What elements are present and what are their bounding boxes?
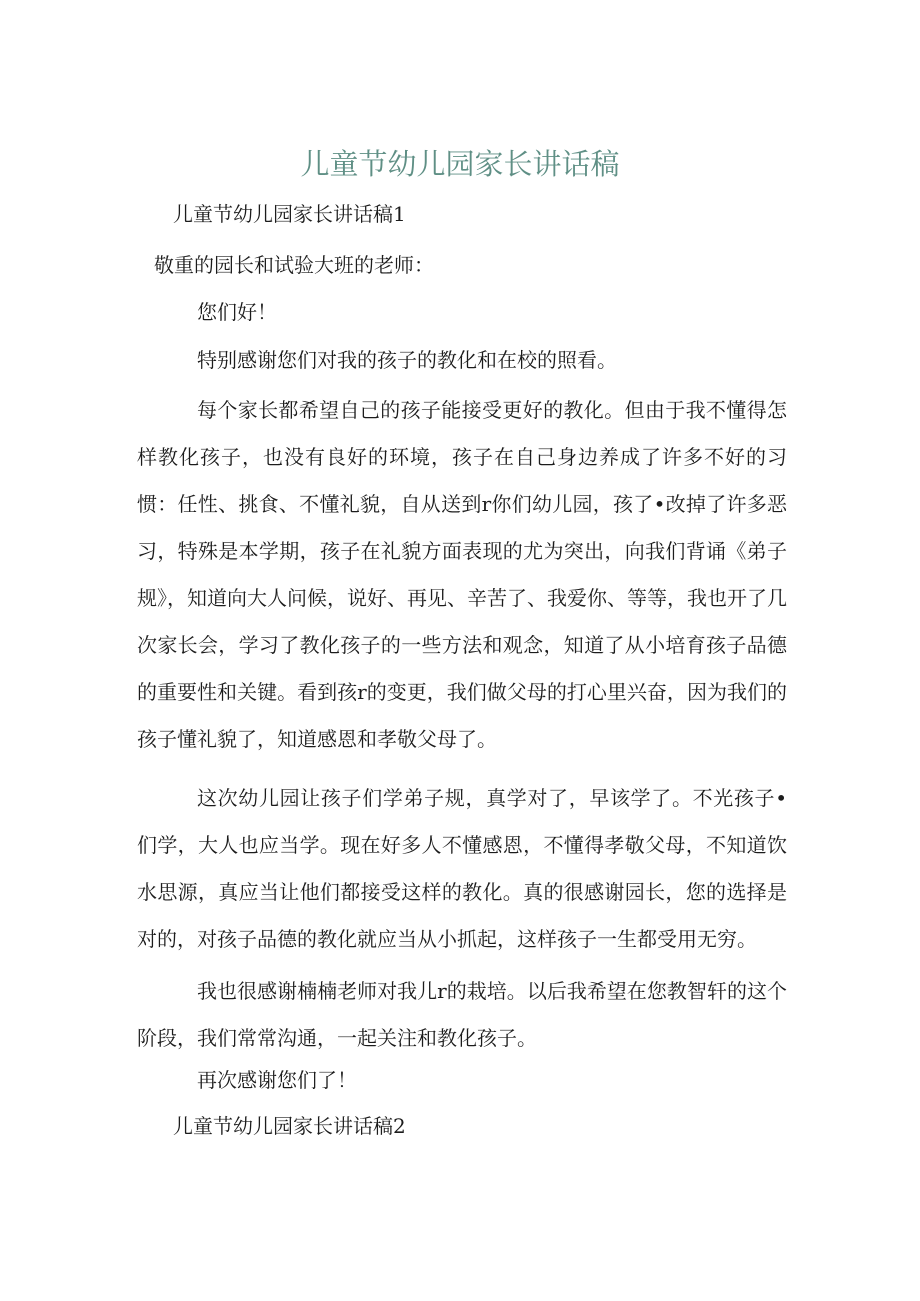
thanks-line: 特别感谢您们对我的孩子的教化和在校的照看。 bbox=[197, 348, 617, 372]
closing-line: 再次感谢您们了！ bbox=[197, 1068, 357, 1092]
document-title: 儿童节幼儿园家长讲话稿 bbox=[300, 147, 620, 181]
section-heading-1: 儿童节幼儿园家长讲话稿1 bbox=[173, 202, 406, 226]
greeting: 您们好！ bbox=[197, 300, 277, 324]
section-heading-2: 儿童节幼儿园家长讲话稿2 bbox=[173, 1114, 406, 1138]
paragraph-2: 这次幼儿园让孩子们学弟子规，真学对了，早该学了。不光孩子•们学，大人也应当学。现在好多人不懂感恩，不懂得孝敬父母，不知道饮水思源，真应当让他们都接受这样的教化。真的很感谢园长，您的选择是对的，对孩子品德的教化就应当从小抓起，这样孩子一生都受用无穷。 bbox=[137, 786, 787, 951]
paragraph-1: 每个家长都希望自己的孩子能接受更好的教化。但由于我不懂得怎样教化孩子，也没有良好的环境，孩子在自己身边养成了许多不好的习惯：任性、挑食、不懂礼貌，自从送到r你们幼儿园，孩了•改掉了许多恶习，特殊是本学期，孩子在礼貌方面表现的尤为突出，向我们背诵《弟子规》，知道向大人问候，说好、再见、辛苦了、我爱你、等等，我也开了几次家长会，学习了教化孩子的一些方法和观念，知道了从小培育孩子品德的重要性和关键。看到孩r的变更，我们做父母的打心里兴奋，因为我们的孩子懂礼貌了，知道感恩和孝敬父母了。 bbox=[137, 398, 787, 751]
salutation: 敬重的园长和试验大班的老师： bbox=[154, 253, 434, 277]
paragraph-3: 我也很感谢楠楠老师对我儿r的栽培。以后我希望在您教智轩的这个阶段，我们常常沟通，一起关注和教化孩子。 bbox=[137, 979, 787, 1050]
